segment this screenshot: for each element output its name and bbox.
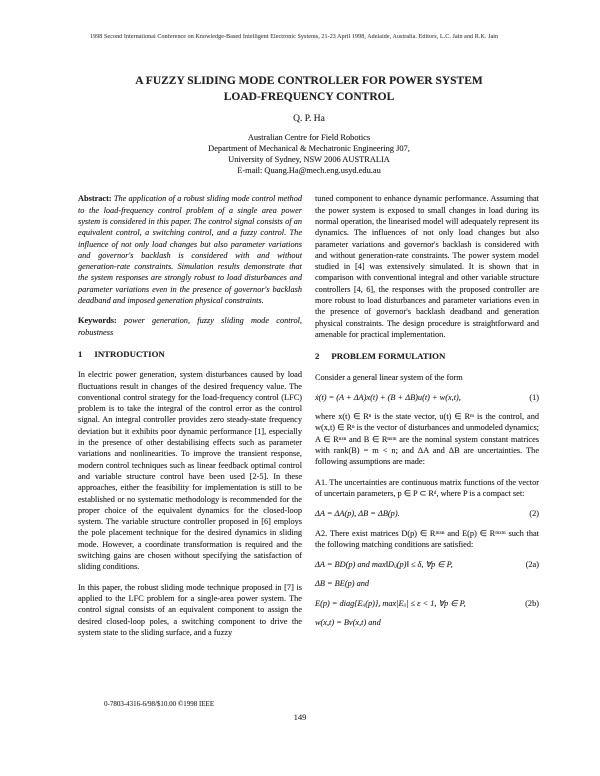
two-column-body: [78, 193, 540, 647]
affiliation-line: Australian Centre for Field Robotics: [247, 133, 371, 143]
paper-title-line1: A FUZZY SLIDING MODE CONTROLLER FOR POWER SYSTEM: [135, 75, 483, 87]
paper-content: [78, 74, 540, 647]
equation-2b-body: E(p) = diag{Eᵢᵢ(p)}, max|Eᵢᵢ| ≤ ε < 1, ∀p ∈ P,: [315, 598, 466, 608]
equation-2b-pre-body: ΔB = BE(p) and: [315, 579, 370, 589]
abstract-text: The application of a robust sliding mode control method to the load-frequency control problem of a single area power system is considered in this paper. The control signal consists of an equivalent control, a switching control, and a fuzzy control. The influence of not only load changes but also parameter variations and governor's backlash is considered with and without generation-rate constraints. Simulation results demonstrate that the system responses are strongly robust to load disturbances and parameter variations even in the presence of governor's backlash deadband and imposed generation physical constraints.: [78, 194, 302, 306]
equation-1-body: ẋ(t) = (A + ΔA)x(t) + (B + ΔB)u(t) + w(x,t),: [315, 392, 461, 402]
affiliation-line: Department of Mechanical & Mechatronic Engineering J07,: [208, 144, 410, 154]
equation-2-number: (2): [529, 509, 539, 519]
assumption-a1: A1. The uncertainties are continuous matrix functions of the vector of uncertain parameters, p ∈ P ⊂ Rᵈ, where P is a compact set:: [315, 477, 539, 498]
section-number: 1: [78, 348, 83, 359]
section-number: 2: [315, 351, 320, 362]
section-heading-problem-formulation: [315, 351, 539, 362]
left-column: [78, 193, 302, 647]
formulation-intro: Consider a general linear system of the form: [315, 372, 463, 382]
section-title: PROBLEM FORMULATION: [331, 351, 446, 362]
author-name: Q. P. Ha: [293, 114, 325, 125]
equation-2: [315, 508, 539, 519]
section-heading-introduction: [78, 349, 302, 360]
abstract-label: Abstract:: [78, 194, 112, 204]
keywords-label: Keywords:: [78, 316, 117, 326]
equation-1-number: (1): [529, 392, 539, 402]
equation-w: [315, 617, 539, 628]
page-number: 149: [293, 712, 307, 722]
assumption-a2: A2. There exist matrices D(p) ∈ Rᵐˣⁿ and E(p) ∈ Rᵐˣᵐ such that the following matching conditions are satisfied:: [315, 528, 539, 549]
equation-2a-body: ΔA = BD(p) and max‖Dᵢⱼ(p)‖ ≤ δ, ∀p ∈ P,: [315, 560, 453, 570]
abstract-paragraph: [78, 193, 302, 306]
intro-paragraph-1: In electric power generation, system disturbances caused by load fluctuations result in changes of the desired frequency value. The conventional control strategy for the load-frequency control (LFC) problem is to take the integral of the control error as the control signal. An integral controller provides zero steady-state frequency deviation but it exhibits poor dynamic performance [1], especially in the presence of other destabilising effects such as parameter variations and nonlinearities. To improve the transient response, modern control techniques such as linear feedback optimal control and variable structure control have been used [2-5]. In these approaches, either the feasibility for implementation is still to be established or no systematic methodology is recommended for the proper choice of the equivalent dynamics for the closed-loop system. The variable structure controller proposed in [6] employs the pole placement technique for the desired dynamics in sliding mode. However, a coordinate transformation is required and the switching gains are chosen without specifying the satisfaction of sliding conditions.: [78, 370, 302, 572]
where-paragraph: where x(t) ∈ Rⁿ is the state vector, u(t) ∈ Rᵐ is the control, and w(x,t) ∈ Rⁿ is the vector of disturbances and unmodeled dynamics; A ∈ Rⁿˣⁿ and B ∈ Rⁿˣᵐ are the nominal system constant matrices with rank(B) = m < n; and ΔA and ΔB are uncertainties. The following assumptions are made:: [315, 412, 539, 467]
keywords-text: power generation, fuzzy sliding mode control, robustness: [78, 316, 302, 337]
section-title: INTRODUCTION: [94, 348, 165, 359]
paper-title-line2: LOAD-FREQUENCY CONTROL: [223, 90, 395, 103]
affiliation-block: [78, 132, 540, 176]
copyright-line: 0-7803-4316-6/98/$10.00 ©1998 IEEE: [104, 700, 215, 708]
keywords-paragraph: [78, 315, 302, 338]
conference-header: 1998 Second International Conference on Knowledge-Based Intelligent Electronic Systems, 21-23 April 1998, Adelaide, Australia. Editors, L.C. Jain and R.K. Jain: [90, 34, 499, 40]
equation-2a-number: (2a): [525, 560, 539, 570]
equation-1: [315, 392, 539, 403]
equation-2b-pre: [315, 578, 539, 589]
equation-2a: [315, 559, 539, 570]
intro-paragraph-2: In this paper, the robust sliding mode technique proposed in [7] is applied to the LFC problem for a single-area power system. The control signal consists of an equivalent component to assign the desired closed-loop poles, a switching component to drive the system state to the sliding surface, and a fuzzy: [78, 582, 302, 637]
affiliation-email: E-mail: Quang.Ha@mech.eng.usyd.edu.au: [237, 166, 381, 176]
equation-2-body: ΔA = ΔA(p), ΔB = ΔB(p).: [315, 509, 400, 519]
equation-2b-number: (2b): [525, 598, 539, 608]
equation-2b: [315, 598, 539, 609]
affiliation-line: University of Sydney, NSW 2006 AUSTRALIA: [228, 155, 390, 165]
equation-w-body: w(x,t) = Bv(x,t) and: [315, 618, 381, 628]
continuation-paragraph: tuned component to enhance dynamic performance. Assuming that the power system is exposed to small changes in load during its normal operation, the linearised model will adequately represent its dynamics. The influences of not only load changes but also parameter variations and governor's backlash is considered with and without generation-rate constraints. The power system model studied in [4] was extensively simulated. It is shown that in comparison with conventional integral and other variable structure controllers [4, 6], the responses with the proposed controller are more robust to load disturbances and parameter variations even in the presence of governor's backlash deadband and generation physical constraints. The design procedure is straightforward and amenable for practical implementation.: [315, 194, 539, 339]
right-column: [315, 193, 539, 647]
paper-title: [78, 74, 540, 105]
